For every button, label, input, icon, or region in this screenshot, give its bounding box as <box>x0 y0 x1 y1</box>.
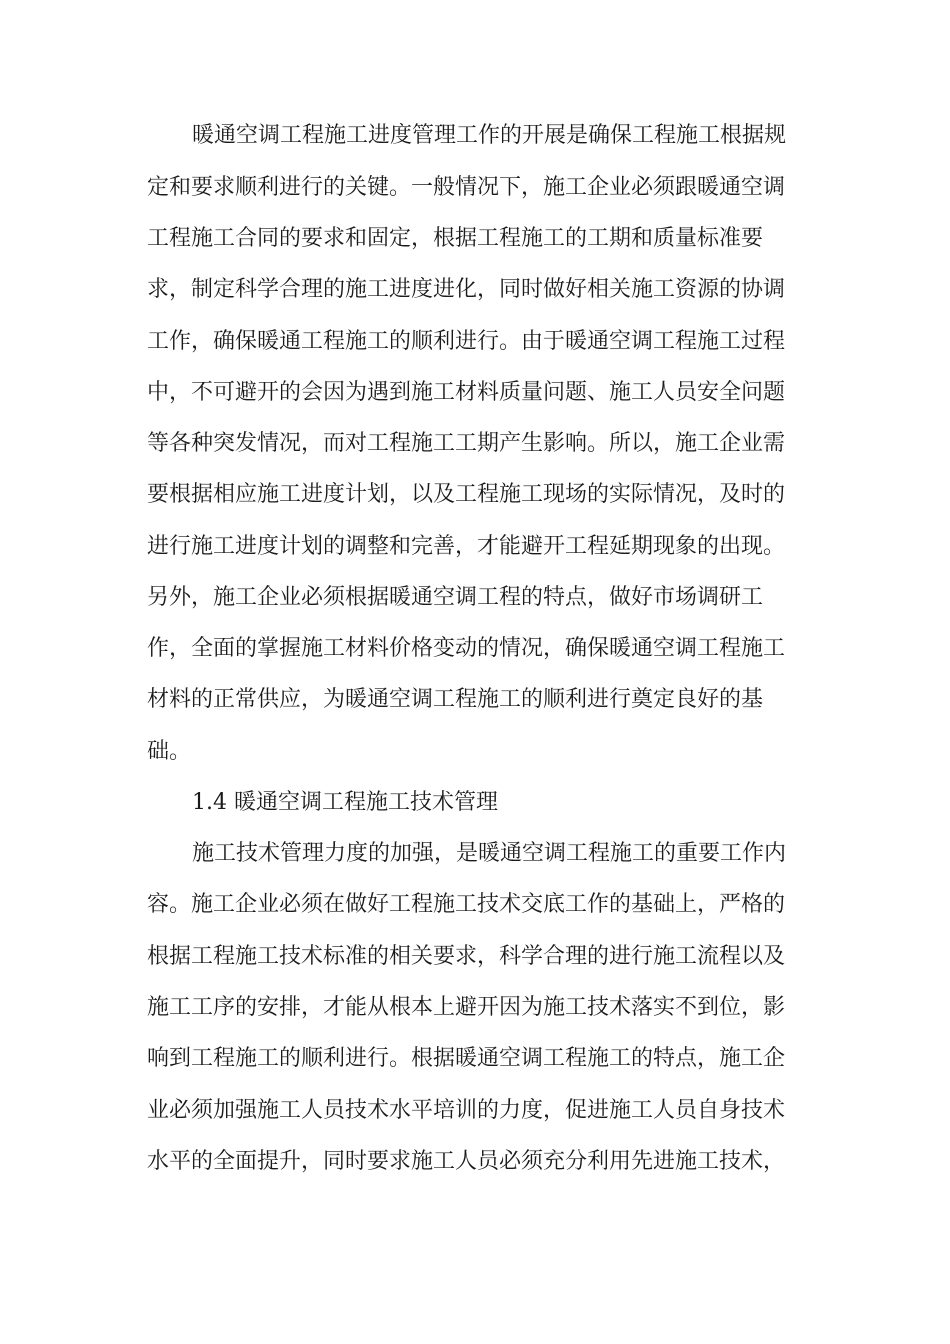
text-line: 础。 <box>147 739 192 764</box>
text-line: 等各种突发情况，而对工程施工工期产生影响。所以，施工企业需 <box>147 431 786 456</box>
section-heading: 1.4 暖通空调工程施工技术管理 <box>192 790 498 815</box>
text-line: 另外，施工企业必须根据暖通空调工程的特点，做好市场调研工 <box>147 585 764 610</box>
text-line: 施工工序的安排，才能从根本上避开因为施工技术落实不到位，影 <box>147 995 786 1020</box>
text-line: 材料的正常供应，为暖通空调工程施工的顺利进行奠定良好的基 <box>147 687 764 712</box>
text-line: 暖通空调工程施工进度管理工作的开展是确保工程施工根据规 <box>192 123 787 148</box>
text-line: 要根据相应施工进度计划，以及工程施工现场的实际情况，及时的 <box>147 482 786 507</box>
text-line: 容。施工企业必须在做好工程施工技术交底工作的基础上，严格的 <box>147 892 786 917</box>
text-line: 中，不可避开的会因为遇到施工材料质量问题、施工人员安全问题 <box>147 380 786 405</box>
text-line: 工作，确保暖通工程施工的顺利进行。由于暖通空调工程施工过程 <box>147 329 786 354</box>
text-line: 进行施工进度计划的调整和完善，才能避开工程延期现象的出现。 <box>147 534 786 559</box>
text-line: 工程施工合同的要求和固定，根据工程施工的工期和质量标准要 <box>147 226 764 251</box>
text-line: 定和要求顺利进行的关键。一般情况下，施工企业必须跟暖通空调 <box>147 175 786 200</box>
text-line: 水平的全面提升，同时要求施工人员必须充分利用先进施工技术， <box>147 1149 786 1174</box>
text-line: 业必须加强施工人员技术水平培训的力度，促进施工人员自身技术 <box>147 1098 786 1123</box>
text-line: 作，全面的掌握施工材料价格变动的情况，确保暖通空调工程施工 <box>147 636 786 661</box>
text-line: 施工技术管理力度的加强，是暖通空调工程施工的重要工作内 <box>192 841 787 866</box>
text-line: 根据工程施工技术标准的相关要求，科学合理的进行施工流程以及 <box>147 944 786 969</box>
text-line: 求，制定科学合理的施工进度进化，同时做好相关施工资源的协调 <box>147 277 786 302</box>
text-line: 响到工程施工的顺利进行。根据暖通空调工程施工的特点，施工企 <box>147 1046 786 1071</box>
